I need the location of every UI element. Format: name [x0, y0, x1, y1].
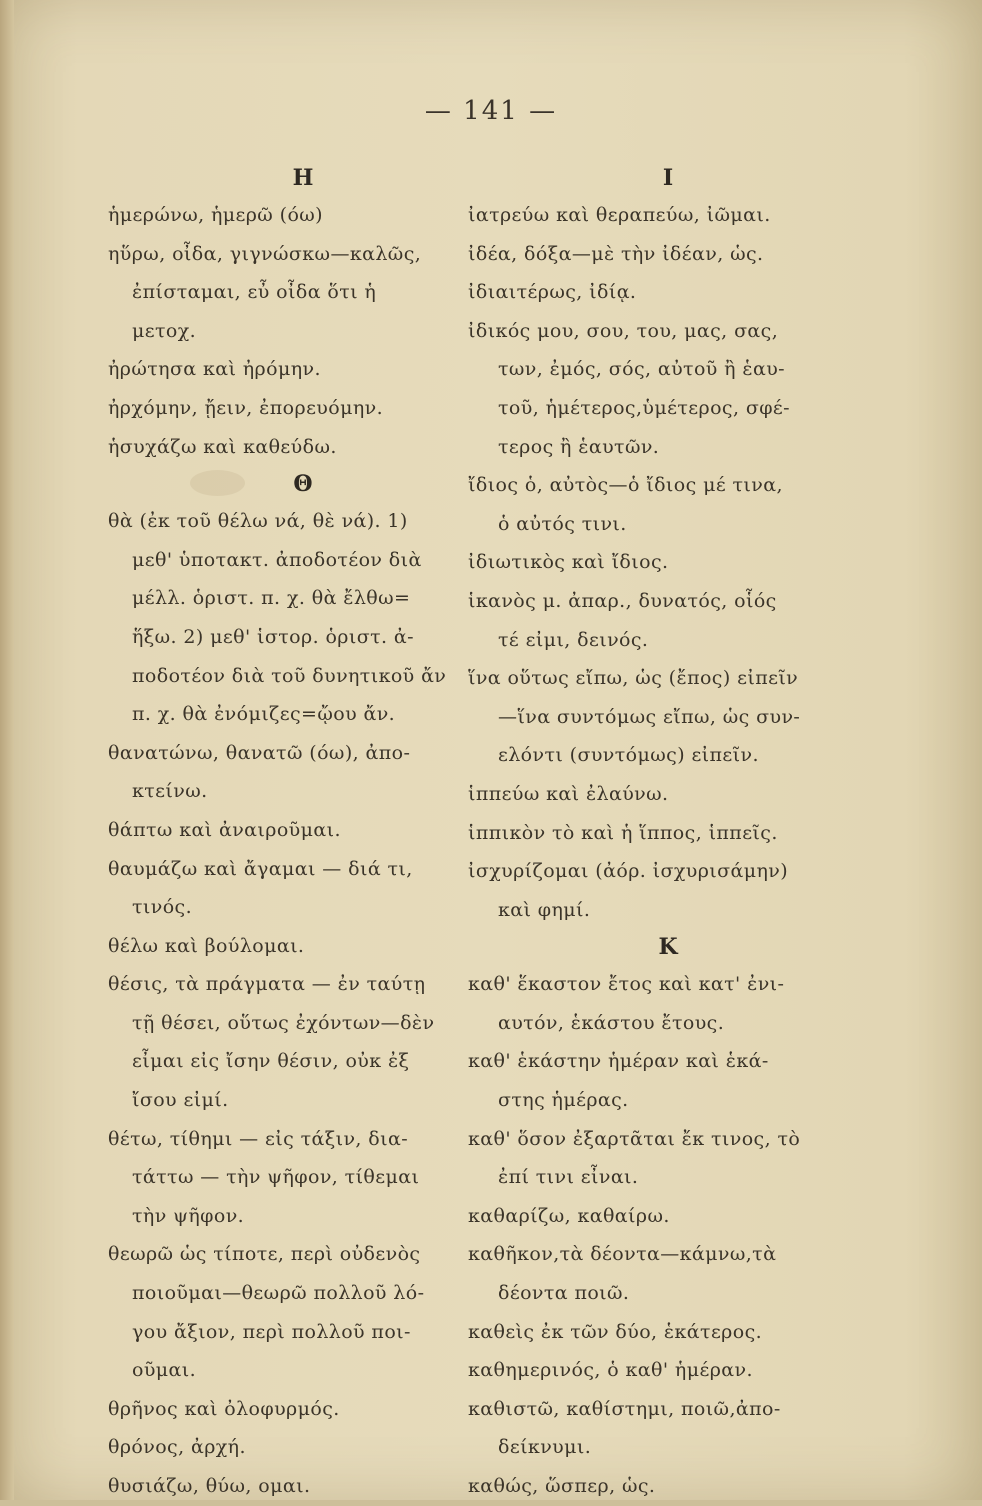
entry-continuation-line: ἐπί τινι εἶναι. — [498, 1166, 639, 1189]
entry-continuation-line: τερος ἢ ἑαυτῶν. — [498, 435, 660, 458]
dictionary-entry-line: ἱππεύω καὶ ἐλαύνω. — [468, 782, 669, 805]
page-binding-edge — [0, 0, 14, 1500]
dictionary-entry-line: καθημερινός, ὁ καθ' ἡμέραν. — [468, 1359, 753, 1382]
entry-continuation-line: τέ εἰμι, δεινός. — [498, 628, 649, 651]
dictionary-entry-line: καθ' ἑκάστην ἡμέραν καὶ ἑκά- — [468, 1050, 769, 1073]
entry-continuation-line: στης ἡμέρας. — [498, 1089, 629, 1112]
dictionary-entry-line: καθαρίζω, καθαίρω. — [468, 1204, 670, 1227]
dictionary-entry-line: ἡσυχάζω καὶ καθεύδω. — [108, 435, 337, 458]
section-letter-heading: Θ — [293, 471, 313, 498]
dictionary-entry-line: θέτω, τίθημι — εἰς τάξιν, δια- — [108, 1127, 409, 1150]
dictionary-entry-line: ἵνα οὕτως εἴπω, ὡς (ἔπος) εἰπεῖν — [468, 667, 799, 690]
dictionary-entry-line: θαυμάζω καὶ ἄγαμαι — διά τι, — [108, 857, 413, 880]
dictionary-entry-line: καθιστῶ, καθίστημι, ποιῶ,ἀπο- — [468, 1397, 781, 1420]
dictionary-entry-line: ἱκανὸς μ. ἀπαρ., δυνατός, οἷός — [468, 589, 777, 612]
dictionary-entry-line: θρόνος, ἀρχή. — [108, 1436, 246, 1459]
dictionary-entry-line: θανατώνω, θανατῶ (όω), ἀπο- — [108, 741, 411, 764]
dictionary-entry-line: θυσιάζω, θύω, ομαι. — [108, 1475, 311, 1497]
entry-continuation-line: ὁ αὐτός τινι. — [498, 512, 627, 535]
right-column — [468, 160, 848, 1506]
dictionary-entry-line: ἱππικὸν τὸ καὶ ἡ ἵππος, ἱππεῖς. — [468, 821, 778, 844]
entry-continuation-line: —ἵνα συντόμως εἴπω, ὡς συν- — [498, 705, 801, 728]
dictionary-entry-line: θάπτω καὶ ἀναιροῦμαι. — [108, 818, 341, 841]
entry-continuation-line: ελόντι (συντόμως) εἰπεῖν. — [498, 744, 759, 767]
entry-continuation-line: ἥξω. 2) μεθ' ἱστορ. ὁριστ. ἀ- — [132, 625, 414, 648]
dictionary-entry-line: ἰδέα, δόξα—μὲ τὴν ἰδέαν, ὡς. — [468, 242, 764, 265]
entry-continuation-line: τοῦ, ἡμέτερος,ὑμέτερος, σφέ- — [498, 396, 790, 419]
section-letter-heading: Κ — [658, 934, 678, 961]
entry-continuation-line: τὴν ψῆφον. — [132, 1204, 245, 1227]
page-number: — 141 — — [424, 96, 558, 126]
entry-continuation-line: εἶμαι εἰς ἴσην θέσιν, οὐκ ἐξ — [132, 1050, 410, 1073]
entry-continuation-line: ποδοτέον διὰ τοῦ δυνητικοῦ ἄν — [132, 664, 447, 687]
dictionary-entry-line: ἰδιωτικὸς καὶ ἴδιος. — [468, 551, 669, 574]
dictionary-entry-line: ἠρώτησα καὶ ἠρόμην. — [108, 358, 321, 381]
dictionary-entry-line: θὰ (ἐκ τοῦ θέλω νά, θὲ νά). 1) — [108, 510, 408, 533]
dictionary-entry-line: ἠρχόμην, ᾔειν, ἐπορευόμην. — [108, 396, 384, 419]
entry-continuation-line: μετοχ. — [132, 319, 197, 342]
entry-continuation-line: π. χ. θὰ ἐνόμιζες=ᾤου ἄν. — [132, 703, 396, 726]
entry-continuation-line: μεθ' ὑποτακτ. ἀποδοτέον διὰ — [132, 548, 422, 571]
entry-continuation-line: τινός. — [132, 896, 193, 919]
left-column — [108, 160, 468, 1506]
entry-continuation-line: δέοντα ποιῶ. — [498, 1282, 630, 1305]
entry-continuation-line: δείκνυμι. — [498, 1436, 592, 1459]
dictionary-entry-line: θέσις, τὰ πράγματα — ἐν ταύτῃ — [108, 973, 426, 996]
entry-continuation-line: καὶ φημί. — [498, 898, 591, 921]
entry-continuation-line: αυτόν, ἑκάστου ἔτους. — [498, 1011, 725, 1034]
dictionary-entry-line: ἰσχυρίζομαι (ἀόρ. ἰσχυρισάμην) — [468, 860, 789, 883]
dictionary-entry-line: θέλω καὶ βούλομαι. — [108, 934, 305, 957]
entry-continuation-line: των, ἐμός, σός, αὐτοῦ ἢ ἑαυ- — [498, 358, 786, 381]
dictionary-entry-line: καθῆκον,τὰ δέοντα—κάμνω,τὰ — [468, 1243, 777, 1266]
dictionary-entry-line: ἰδικός μου, σου, του, μας, σας, — [468, 319, 779, 342]
entry-continuation-line: γου ἄξιον, περὶ πολλοῦ ποι- — [132, 1320, 411, 1343]
section-letter-heading: Η — [292, 165, 314, 191]
entry-continuation-line: ἴσου εἰμί. — [132, 1089, 229, 1112]
dictionary-entry-line: ἡμερώνω, ἡμερῶ (όω) — [108, 204, 323, 226]
dictionary-entry-line: καθ' ὅσον ἐξαρτᾶται ἔκ τινος, τὸ — [468, 1127, 801, 1150]
entry-continuation-line: τάττω — τὴν ψῆφον, τίθεμαι — [132, 1166, 420, 1189]
dictionary-entry-line: καθεὶς ἐκ τῶν δύο, ἑκάτερος. — [468, 1320, 763, 1343]
dictionary-entry-line: ηὕρω, οἶδα, γιγνώσκω—καλῶς, — [108, 242, 422, 265]
entry-continuation-line: ἐπίσταμαι, εὖ οἶδα ὅτι ἡ — [132, 281, 377, 304]
dictionary-entry-line: καθ' ἕκαστον ἔτος καὶ κατ' ἐνι- — [468, 973, 785, 996]
entry-continuation-line: ποιοῦμαι—θεωρῶ πολλοῦ λό- — [132, 1282, 425, 1305]
dictionary-entry-line: καθώς, ὥσπερ, ὡς. — [468, 1475, 656, 1497]
section-letter-heading: Ι — [662, 165, 674, 191]
entry-continuation-line: τῇ θέσει, οὕτως ἐχόντων—δὲν — [132, 1011, 435, 1034]
dictionary-entry-line: θρῆνος καὶ ὀλοφυρμός. — [108, 1397, 340, 1420]
dictionary-entry-line: ἰδιαιτέρως, ἰδίᾳ. — [468, 281, 637, 304]
dictionary-entry-line: ἰατρεύω καὶ θεραπεύω, ἰῶμαι. — [468, 204, 771, 226]
dictionary-entry-line: ἴδιος ὁ, αὐτὸς—ὁ ἴδιος μέ τινα, — [468, 474, 783, 497]
entry-continuation-line: μέλλ. ὁριστ. π. χ. θὰ ἔλθω= — [132, 587, 411, 610]
entry-continuation-line: κτείνω. — [132, 780, 208, 803]
dictionary-entry-line: θεωρῶ ὡς τίποτε, περὶ οὐδενὸς — [108, 1243, 421, 1266]
entry-continuation-line: οῦμαι. — [132, 1359, 197, 1382]
